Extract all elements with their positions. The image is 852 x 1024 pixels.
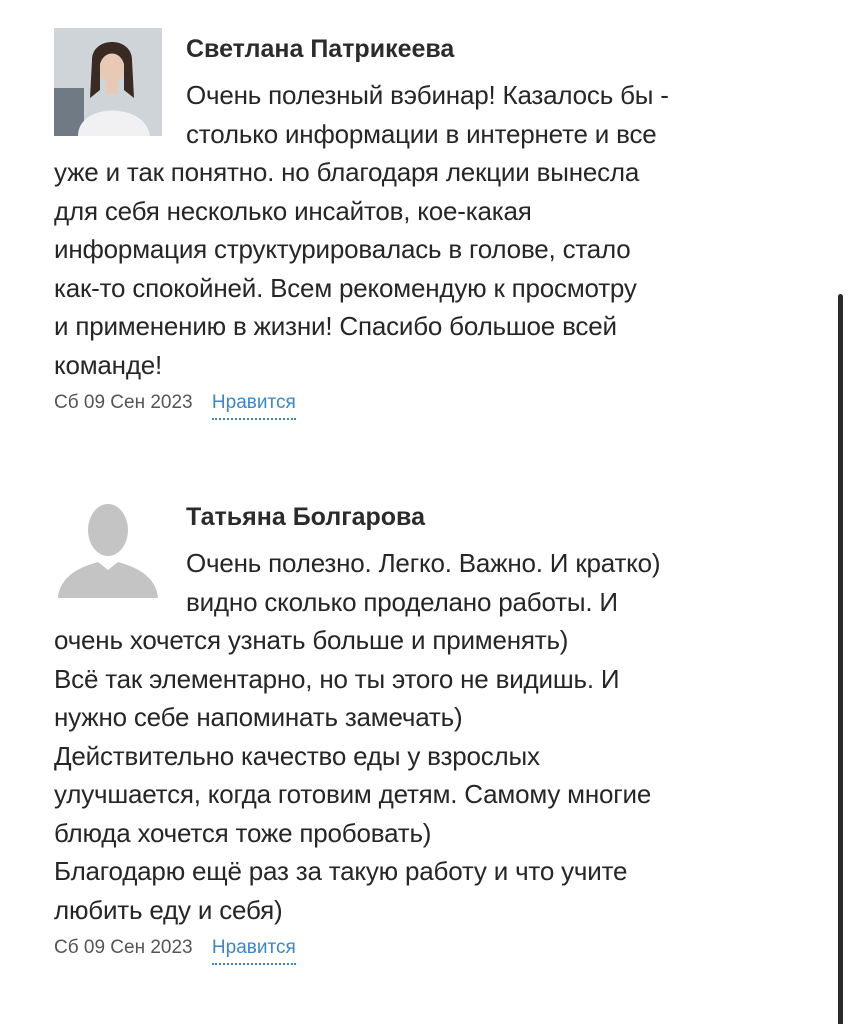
user-placeholder-icon[interactable]	[54, 496, 162, 604]
review-text-line: как-то спокойней. Всем рекомендую к просмотру	[54, 272, 637, 303]
scrollbar[interactable]	[838, 294, 843, 1024]
review-text-line: блюда хочется тоже пробовать)	[54, 817, 432, 848]
review-text-line: команде!	[54, 349, 163, 380]
review-text-line: для себя несколько инсайтов, кое-какая	[54, 195, 532, 226]
review-author: Светлана Патрикеева	[186, 35, 455, 63]
review-text-line: столько информации в интернете и все	[186, 118, 657, 149]
review-text	[54, 544, 784, 929]
review-text-line: улучшается, когда готовим детям. Самому многие	[54, 779, 652, 809]
review-author: Татьяна Болгарова	[186, 503, 426, 531]
user-photo-icon[interactable]	[54, 28, 162, 136]
review-item	[54, 496, 784, 965]
review-text-line: уже и так понятно. но благодаря лекции вынесла	[54, 157, 640, 187]
review-text-line: очень хочется узнать больше и применять)	[54, 625, 569, 655]
review-text-line: и применению в жизни! Спасибо большое всей	[54, 311, 617, 341]
review-text-line: любить еду и себя)	[54, 894, 283, 925]
review-meta	[54, 935, 784, 965]
review-text-line: Очень полезный вэбинар! Казалось бы -	[186, 80, 669, 110]
like-button[interactable]: Нравится	[212, 390, 296, 420]
review-date: Сб 09 Сен 2023	[54, 937, 193, 958]
review-date: Сб 09 Сен 2023	[54, 392, 193, 413]
review-text-line: видно сколько проделано работы. И	[186, 586, 618, 617]
review-text-line: Действительно качество еды у взрослых	[54, 740, 540, 771]
review-text-line: Всё так элементарно, но ты этого не видишь. И	[54, 663, 620, 694]
review-item	[54, 28, 784, 420]
like-button[interactable]: Нравится	[212, 935, 296, 965]
review-text-line: нужно себе напоминать замечать)	[54, 702, 463, 732]
review-meta	[54, 390, 784, 420]
review-text-line: Благодарю ещё раз за такую работу и что учите	[54, 856, 628, 886]
review-text-line: Очень полезно. Легко. Важно. И кратко)	[186, 548, 661, 578]
review-text	[54, 76, 784, 384]
review-text-line: информация структурировалась в голове, стало	[54, 234, 631, 264]
